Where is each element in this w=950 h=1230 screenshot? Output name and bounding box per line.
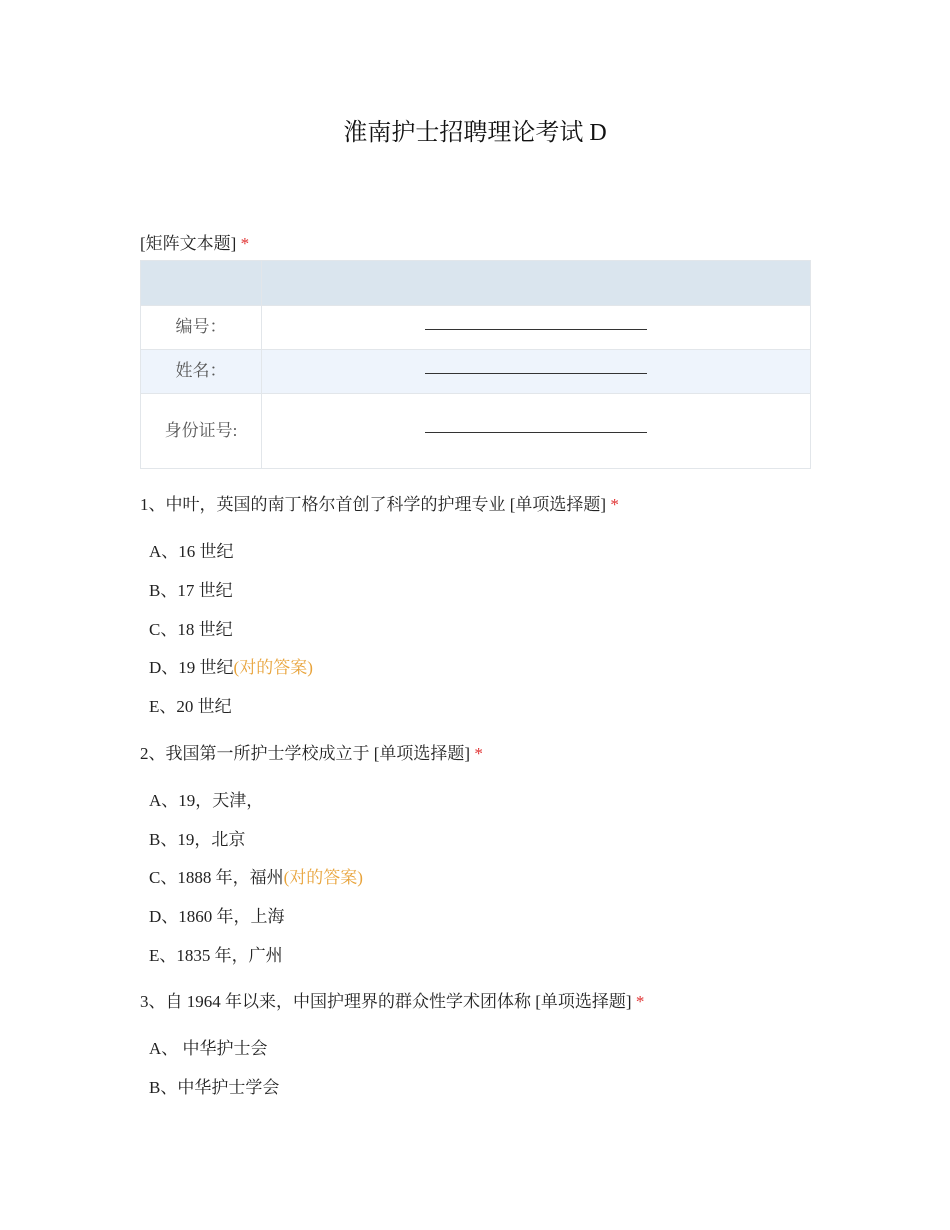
option-text: D、1860 年，上海 [149, 907, 285, 926]
matrix-text-input[interactable] [262, 306, 811, 350]
question-text: 1、中叶，英国的南丁格尔首创了科学的护理专业 [单项选择题] [140, 495, 607, 514]
required-mark: * [474, 744, 483, 763]
option-text: E、20 世纪 [149, 697, 232, 716]
q3-option-b[interactable] [149, 1073, 279, 1098]
question-2 [140, 739, 483, 764]
option-text: E、1835 年，广州 [149, 946, 283, 965]
option-text: A、16 世纪 [149, 542, 234, 561]
answer-mark: (对的答案) [233, 658, 313, 677]
matrix-text-input[interactable] [262, 350, 811, 394]
blank-line [425, 431, 647, 433]
matrix-row-label: 姓名： [141, 350, 262, 394]
matrix-question-text: [矩阵文本题] [140, 234, 237, 253]
required-mark: * [240, 234, 250, 253]
option-text: B、中华护士学会 [149, 1078, 280, 1097]
question-text: 3、自 1964 年以来，中国护理界的群众性学术团体称 [单项选择题] [140, 992, 632, 1011]
matrix-row-id-card [141, 394, 811, 469]
q2-option-d[interactable] [149, 902, 285, 927]
question-3 [140, 987, 644, 1012]
q1-option-e[interactable] [149, 692, 232, 717]
matrix-header-cell [262, 261, 811, 306]
q1-option-c[interactable] [149, 615, 233, 640]
blank-line [425, 372, 647, 374]
option-text: B、17 世纪 [149, 581, 233, 600]
q2-option-e[interactable] [149, 941, 283, 966]
option-text: C、18 世纪 [149, 620, 233, 639]
option-text: B、19，北京 [149, 830, 246, 849]
q1-option-b[interactable] [149, 576, 233, 601]
matrix-table [140, 260, 811, 469]
required-mark: * [610, 495, 619, 514]
option-text: A、 中华护士会 [149, 1039, 268, 1058]
option-text: C、1888 年，福州 [149, 868, 284, 887]
matrix-row-id-number [141, 306, 811, 350]
q2-option-c[interactable] [149, 863, 363, 888]
q2-option-a[interactable] [149, 786, 263, 811]
matrix-row-label: 身份证号: [141, 394, 262, 469]
q1-option-a[interactable] [149, 537, 234, 562]
q1-option-d[interactable] [149, 653, 313, 678]
matrix-header-cell [141, 261, 262, 306]
matrix-text-input[interactable] [262, 394, 811, 469]
matrix-row-label: 编号： [141, 306, 262, 350]
required-mark: * [635, 992, 645, 1011]
blank-line [425, 328, 647, 330]
page-title: 淮南护士招聘理论考试 D [343, 120, 607, 146]
matrix-row-name [141, 350, 811, 394]
option-text: A、19，天津， [149, 791, 264, 810]
q2-option-b[interactable] [149, 825, 245, 850]
question-1 [140, 490, 619, 515]
question-text: 2、我国第一所护士学校成立于 [单项选择题] [140, 744, 471, 763]
q3-option-a[interactable] [149, 1034, 268, 1059]
matrix-header-row [141, 261, 811, 306]
option-text: D、19 世纪 [149, 658, 234, 677]
answer-mark: (对的答案) [283, 868, 363, 887]
matrix-question-label [140, 229, 249, 254]
